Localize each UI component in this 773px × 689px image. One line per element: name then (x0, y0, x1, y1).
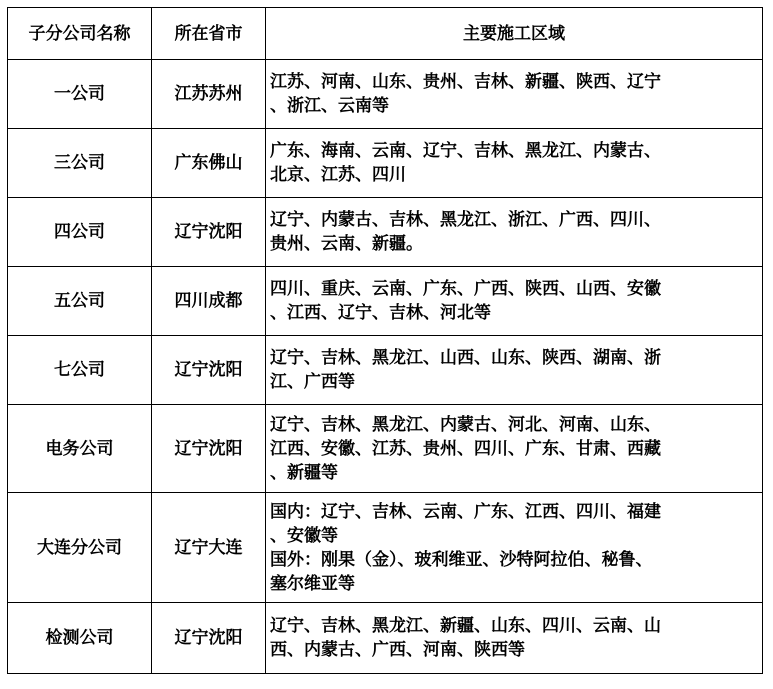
area-text-line: 辽宁、吉林、黑龙江、内蒙古、河北、河南、山东、 (270, 414, 661, 435)
construction-area-cell (266, 336, 763, 405)
area-text-line: 四川、重庆、云南、广东、广西、陕西、山西、安徽 (270, 279, 661, 299)
area-text-line: 、安徽等 (270, 525, 338, 546)
location-cell: 辽宁大连 (152, 493, 266, 603)
area-text-line: 塞尔维亚等 (270, 573, 355, 594)
location-cell: 辽宁沈阳 (152, 603, 266, 674)
location-cell: 四川成都 (152, 267, 266, 336)
area-text-line: 广东、海南、云南、辽宁、吉林、黑龙江、内蒙古、 (270, 141, 661, 161)
construction-area-cell (266, 129, 763, 198)
branch-company-table (7, 7, 763, 674)
area-text-line: 辽宁、吉林、黑龙江、新疆、山东、四川、云南、山 (270, 616, 661, 636)
location-cell: 辽宁沈阳 (152, 198, 266, 267)
area-text-line: 国内：辽宁、吉林、云南、广东、江西、四川、福建 (270, 501, 661, 522)
table-row (8, 336, 763, 405)
location-cell: 江苏苏州 (152, 60, 266, 129)
location-cell: 广东佛山 (152, 129, 266, 198)
table-row (8, 129, 763, 198)
company-name-cell: 一公司 (8, 60, 152, 129)
table-row (8, 405, 763, 493)
header-location: 所在省市 (152, 8, 266, 60)
area-text-line: 、江西、辽宁、吉林、河北等 (270, 303, 491, 323)
area-text-line: 、新疆等 (270, 462, 338, 483)
header-company-name: 子分公司名称 (8, 8, 152, 60)
company-name-cell: 七公司 (8, 336, 152, 405)
location-cell: 辽宁沈阳 (152, 336, 266, 405)
construction-area-cell (266, 493, 763, 603)
construction-area-cell (266, 405, 763, 493)
table-row (8, 493, 763, 603)
area-text-line: 西、内蒙古、广西、河南、陕西等 (270, 640, 525, 660)
header-construction-area: 主要施工区域 (266, 8, 763, 60)
area-text-line: 辽宁、内蒙古、吉林、黑龙江、浙江、广西、四川、 (270, 210, 661, 230)
company-name-cell: 电务公司 (8, 405, 152, 493)
table-row (8, 198, 763, 267)
area-text-line: 江西、安徽、江苏、贵州、四川、广东、甘肃、西藏 (270, 438, 661, 459)
area-text-line: 北京、江苏、四川 (270, 165, 406, 185)
area-text-line: 江、广西等 (270, 372, 355, 392)
company-name-cell: 大连分公司 (8, 493, 152, 603)
table-header-row (8, 8, 763, 60)
area-text-line: 、浙江、云南等 (270, 96, 389, 116)
company-name-cell: 三公司 (8, 129, 152, 198)
area-text-line: 江苏、河南、山东、贵州、吉林、新疆、陕西、辽宁 (270, 72, 661, 92)
area-text-line: 国外：刚果（金）、玻利维亚、沙特阿拉伯、秘鲁、 (270, 549, 653, 570)
company-name-cell: 检测公司 (8, 603, 152, 674)
area-text-line: 辽宁、吉林、黑龙江、山西、山东、陕西、湖南、浙 (270, 348, 661, 368)
construction-area-cell (266, 603, 763, 674)
table-row (8, 267, 763, 336)
table-row (8, 60, 763, 129)
construction-area-cell (266, 198, 763, 267)
location-cell: 辽宁沈阳 (152, 405, 266, 493)
construction-area-cell (266, 60, 763, 129)
area-text-line: 贵州、云南、新疆。 (270, 234, 423, 254)
construction-area-cell (266, 267, 763, 336)
table-row (8, 603, 763, 674)
company-name-cell: 四公司 (8, 198, 152, 267)
company-name-cell: 五公司 (8, 267, 152, 336)
